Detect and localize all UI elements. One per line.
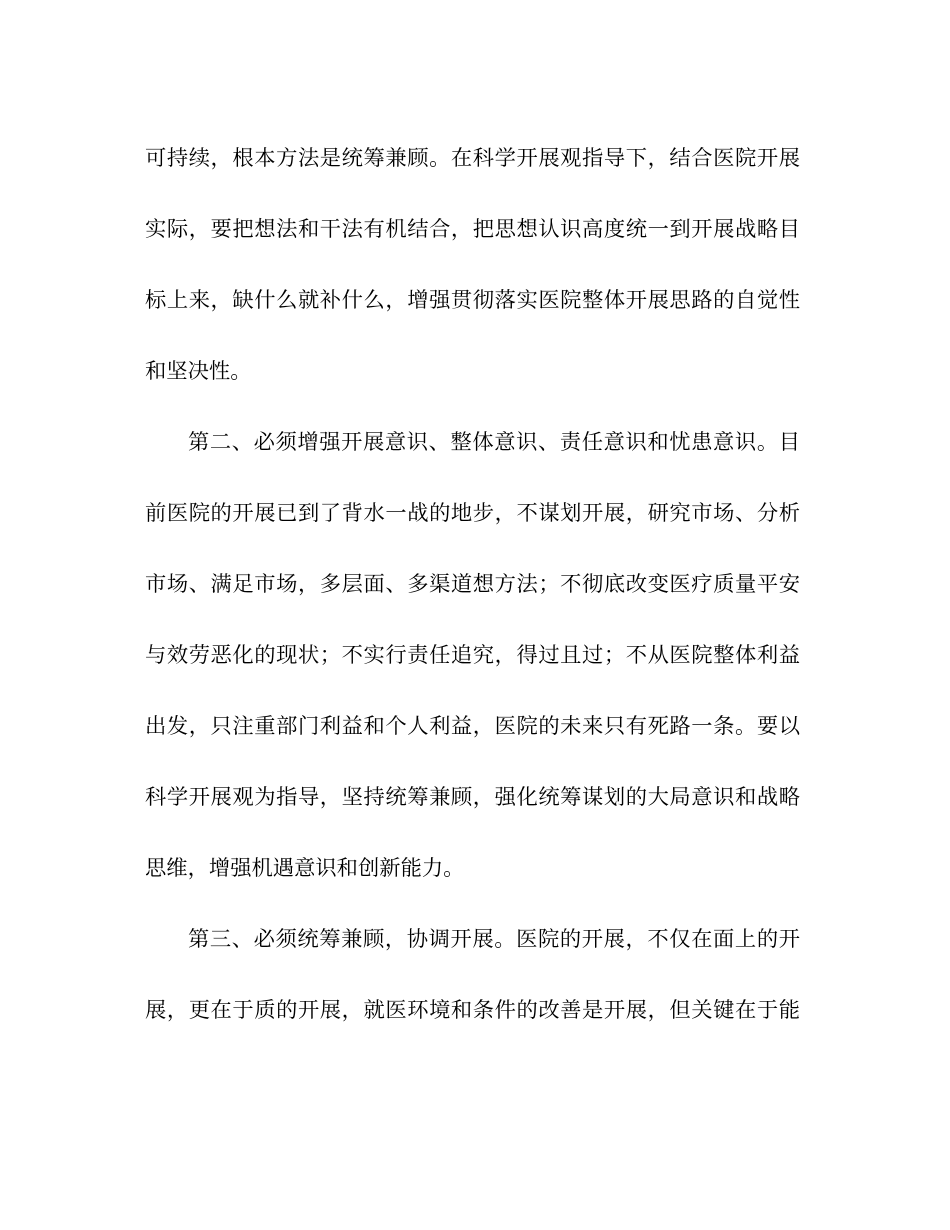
paragraph-2-line-7: 思维，增强机遇意识和创新能力。 [145,856,465,881]
paragraph-1-line-4: 和坚决性。 [145,359,252,384]
paragraph-2-line-1: 第二、必须增强开展意识、整体意识、责任意识和忧患意识。目 [188,430,800,455]
paragraph-3-line-2: 展，更在于质的开展，就医环境和条件的改善是开展，但关键在于能 [145,998,800,1023]
paragraph-2-line-2: 前医院的开展已到了背水一战的地步，不谋划开展，研究市场、分析 [145,501,800,526]
paragraph-1-line-2: 实际，要把想法和干法有机结合，把思想认识高度统一到开展战略目 [145,217,800,242]
paragraph-2-line-5: 出发，只注重部门利益和个人利益，医院的未来只有死路一条。要以 [145,714,800,739]
paragraph-2-line-4: 与效劳恶化的现状；不实行责任追究，得过且过；不从医院整体利益 [145,643,800,668]
paragraph-1-line-3: 标上来，缺什么就补什么，增强贯彻落实医院整体开展思路的自觉性 [145,288,800,313]
paragraph-3-line-1: 第三、必须统筹兼顾，协调开展。医院的开展，不仅在面上的开 [188,927,800,952]
paragraph-2-line-6: 科学开展观为指导，坚持统筹兼顾，强化统筹谋划的大局意识和战略 [145,785,800,810]
paragraph-1-line-1: 可持续，根本方法是统筹兼顾。在科学开展观指导下，结合医院开展 [145,146,800,171]
paragraph-2-line-3: 市场、满足市场，多层面、多渠道想方法；不彻底改变医疗质量平安 [145,572,800,597]
